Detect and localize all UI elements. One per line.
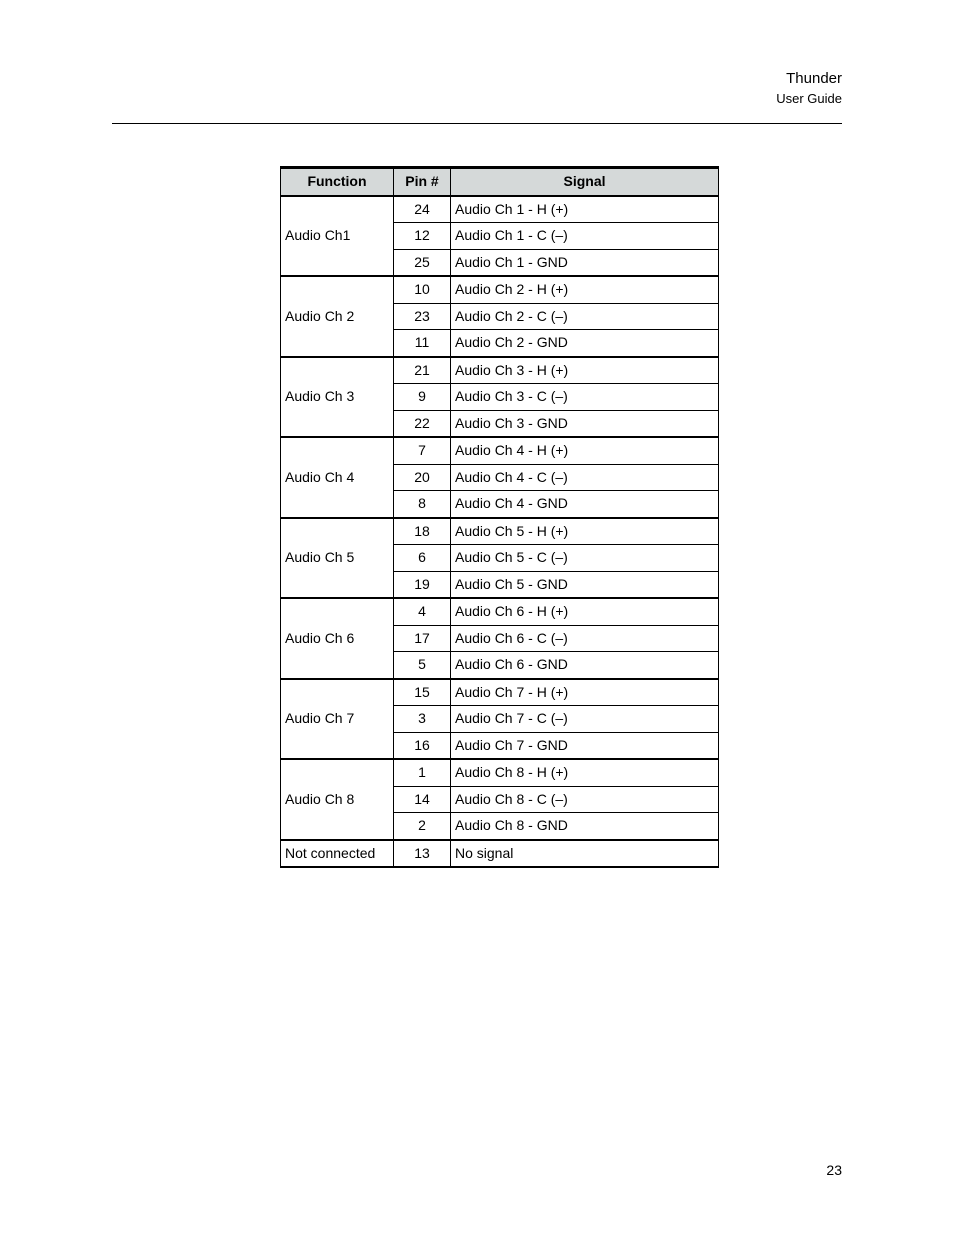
function-cell: Audio Ch1 xyxy=(281,196,394,277)
table-row xyxy=(281,196,719,223)
function-group xyxy=(281,759,719,840)
signal-cell: Audio Ch 2 - C (–) xyxy=(451,303,719,330)
signal-cell: Audio Ch 4 - GND xyxy=(451,491,719,518)
pin-cell: 15 xyxy=(394,679,451,706)
signal-cell: Audio Ch 8 - GND xyxy=(451,813,719,840)
pin-cell: 1 xyxy=(394,759,451,786)
signal-cell: Audio Ch 5 - C (–) xyxy=(451,545,719,572)
column-header-signal: Signal xyxy=(451,168,719,196)
table-row xyxy=(281,759,719,786)
table-row xyxy=(281,357,719,384)
document-title: Thunder xyxy=(786,70,842,87)
pin-cell: 10 xyxy=(394,276,451,303)
signal-cell: Audio Ch 3 - GND xyxy=(451,410,719,437)
signal-cell: Audio Ch 4 - C (–) xyxy=(451,464,719,491)
function-cell: Audio Ch 5 xyxy=(281,518,394,599)
pin-cell: 2 xyxy=(394,813,451,840)
pin-cell: 13 xyxy=(394,840,451,868)
table-row xyxy=(281,437,719,464)
signal-cell: Audio Ch 3 - H (+) xyxy=(451,357,719,384)
pin-cell: 11 xyxy=(394,330,451,357)
header-divider xyxy=(112,123,842,124)
signal-cell: Audio Ch 8 - H (+) xyxy=(451,759,719,786)
signal-cell: Audio Ch 1 - C (–) xyxy=(451,223,719,250)
pin-cell: 20 xyxy=(394,464,451,491)
column-header-function: Function xyxy=(281,168,394,196)
pinout-table xyxy=(280,166,719,868)
signal-cell: Audio Ch 7 - C (–) xyxy=(451,706,719,733)
pin-cell: 22 xyxy=(394,410,451,437)
pin-cell: 21 xyxy=(394,357,451,384)
pin-cell: 16 xyxy=(394,732,451,759)
pin-cell: 12 xyxy=(394,223,451,250)
signal-cell: No signal xyxy=(451,840,719,868)
pin-cell: 5 xyxy=(394,652,451,679)
pin-cell: 19 xyxy=(394,571,451,598)
function-cell: Audio Ch 8 xyxy=(281,759,394,840)
pin-cell: 4 xyxy=(394,598,451,625)
table-row xyxy=(281,840,719,868)
table-row xyxy=(281,598,719,625)
signal-cell: Audio Ch 3 - C (–) xyxy=(451,384,719,411)
page-number: 23 xyxy=(826,1162,842,1178)
function-cell: Audio Ch 3 xyxy=(281,357,394,438)
pin-cell: 24 xyxy=(394,196,451,223)
pin-cell: 18 xyxy=(394,518,451,545)
function-group xyxy=(281,357,719,438)
function-group xyxy=(281,598,719,679)
signal-cell: Audio Ch 2 - GND xyxy=(451,330,719,357)
function-group xyxy=(281,437,719,518)
function-group xyxy=(281,840,719,868)
signal-cell: Audio Ch 6 - C (–) xyxy=(451,625,719,652)
pin-cell: 17 xyxy=(394,625,451,652)
signal-cell: Audio Ch 2 - H (+) xyxy=(451,276,719,303)
signal-cell: Audio Ch 4 - H (+) xyxy=(451,437,719,464)
function-group xyxy=(281,518,719,599)
signal-cell: Audio Ch 1 - H (+) xyxy=(451,196,719,223)
signal-cell: Audio Ch 6 - H (+) xyxy=(451,598,719,625)
signal-cell: Audio Ch 8 - C (–) xyxy=(451,786,719,813)
signal-cell: Audio Ch 6 - GND xyxy=(451,652,719,679)
pin-cell: 7 xyxy=(394,437,451,464)
column-header-pin: Pin # xyxy=(394,168,451,196)
function-group xyxy=(281,679,719,760)
pin-cell: 14 xyxy=(394,786,451,813)
function-cell: Audio Ch 7 xyxy=(281,679,394,760)
signal-cell: Audio Ch 5 - GND xyxy=(451,571,719,598)
table-row xyxy=(281,276,719,303)
table-row xyxy=(281,679,719,706)
function-group xyxy=(281,196,719,277)
table-header xyxy=(281,168,719,196)
pin-cell: 8 xyxy=(394,491,451,518)
signal-cell: Audio Ch 1 - GND xyxy=(451,249,719,276)
pin-cell: 9 xyxy=(394,384,451,411)
signal-cell: Audio Ch 7 - H (+) xyxy=(451,679,719,706)
pin-cell: 6 xyxy=(394,545,451,572)
signal-cell: Audio Ch 7 - GND xyxy=(451,732,719,759)
pin-cell: 25 xyxy=(394,249,451,276)
pin-cell: 3 xyxy=(394,706,451,733)
pin-cell: 23 xyxy=(394,303,451,330)
function-group xyxy=(281,276,719,357)
signal-cell: Audio Ch 5 - H (+) xyxy=(451,518,719,545)
function-cell: Audio Ch 4 xyxy=(281,437,394,518)
function-cell: Audio Ch 2 xyxy=(281,276,394,357)
table-row xyxy=(281,518,719,545)
document-subtitle: User Guide xyxy=(776,91,842,106)
table-header-row xyxy=(281,168,719,196)
function-cell: Audio Ch 6 xyxy=(281,598,394,679)
function-cell: Not connected xyxy=(281,840,394,868)
